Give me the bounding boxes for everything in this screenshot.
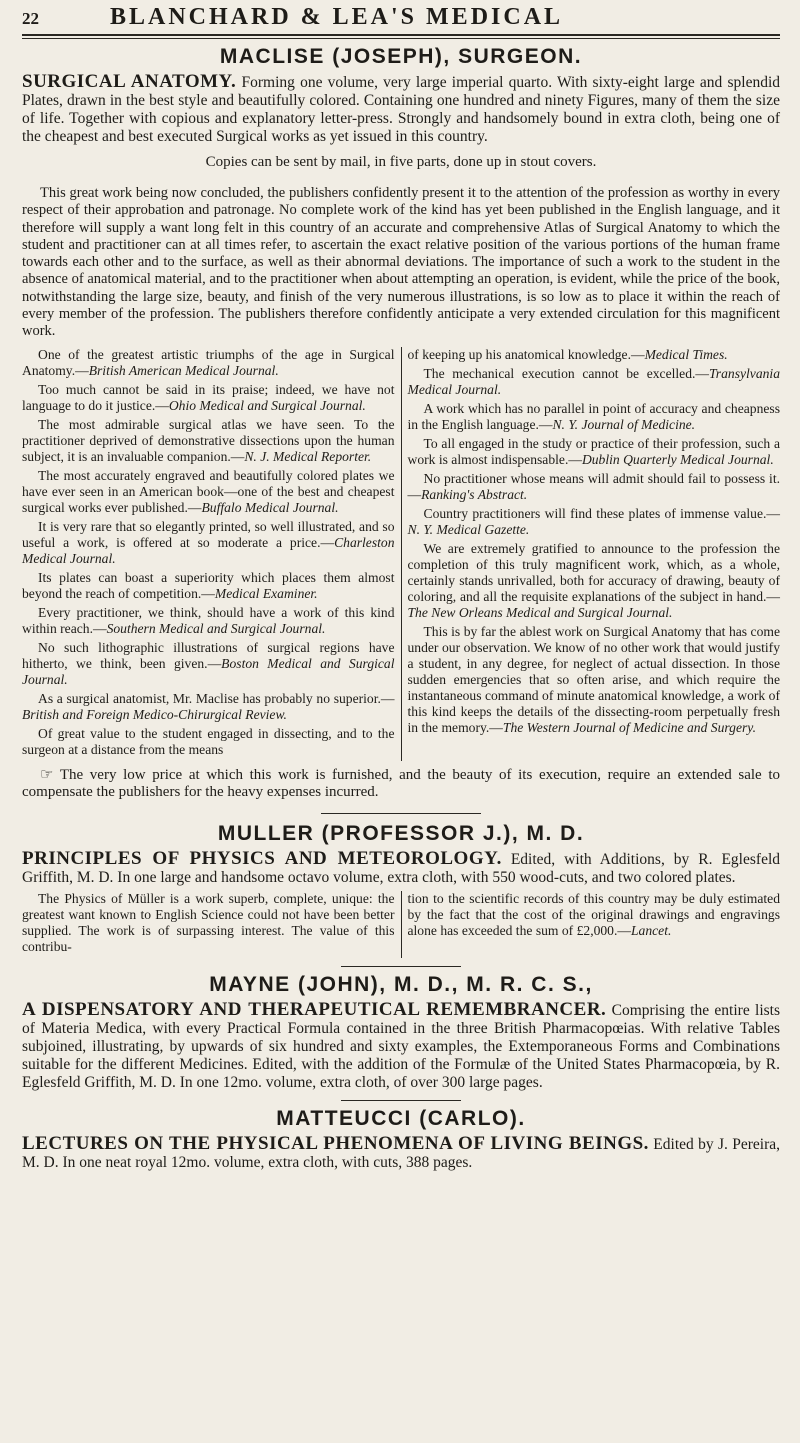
review-quote: The mechanical execution cannot be excelled.—Transylvania Medical Journal.	[407, 365, 780, 397]
price-note-text: The very low price at which this work is furnished, and the beauty of its execution, require an extended sale to compensate the publishers for the heavy expenses incurred.	[22, 766, 780, 800]
muller-title	[22, 847, 780, 887]
review-quote: The most admirable surgical atlas we have seen. To the practitioner deprived of demonstrative dissections upon the human subject, it is an invaluable companion.—N. J. Medical Reporter.	[22, 416, 395, 464]
review-quote: The most accurately engraved and beautifully colored plates we have ever seen in an American book—one of the best and cheapest surgical works ever published.—Buffalo Medical Journal.	[22, 467, 395, 515]
muller-author: MULLER (PROFESSOR J.), M. D.	[217, 821, 585, 845]
review-quote: No such lithographic illustrations of surgical regions have hitherto, we think, been given.—Boston Medical and Surgical Journal.	[22, 639, 395, 687]
review-quote: No practitioner whose means will admit should fail to possess it.—Ranking's Abstract.	[407, 470, 780, 502]
review-quote: As a surgical anatomist, Mr. Maclise has probably no superior.—British and Foreign Medico-Chirurgical Review.	[22, 690, 395, 722]
matteucci-author: MATTEUCCI (CARLO).	[276, 1106, 526, 1130]
muller-title-rest: Edited, with Additions, by R. Eglesfeld Griffith, M. D. In one large and handsome octavo volume, extra cloth, with 550 wood-cuts, and two colored plates.	[22, 850, 780, 886]
mayne-title-lead: A DISPENSATORY AND THERAPEUTICAL REMEMBRANCER.	[22, 998, 607, 1020]
muller-review-left	[22, 891, 402, 958]
maclise-reviews	[22, 347, 780, 761]
section-divider	[341, 966, 461, 967]
maclise-copies-note: Copies can be sent by mail, in five parts, done up in stout covers.	[205, 154, 597, 170]
maclise-price-note	[22, 767, 780, 801]
mayne-author: MAYNE (JOHN), M. D., M. R. C. S.,	[209, 972, 593, 996]
running-head: BLANCHARD & LEA'S MEDICAL	[110, 4, 564, 30]
header-rule	[22, 34, 780, 39]
review-quote: Too much cannot be said in its praise; indeed, we have not language to do it justice.—Ohio Medical and Surgical Journal.	[22, 381, 395, 413]
review-quote: of keeping up his anatomical knowledge.—Medical Times.	[407, 346, 728, 362]
reviews-left-column	[22, 347, 402, 761]
review-quote: We are extremely gratified to announce to the profession the completion of this truly magnificent work, which, as a whole, certainly stands unrivalled, both for accuracy of drawing, beauty of coloring, and all the requisite explanations of the subject in hand.—The New Orleans Medical and Surgical Journal.	[407, 540, 780, 620]
maclise-author: MACLISE (JOSEPH), SURGEON.	[219, 45, 583, 68]
maclise-title	[22, 73, 780, 146]
review-quote: Country practitioners will find these plates of immense value.—N. Y. Medical Gazette.	[407, 505, 780, 537]
review-quote: The Physics of Müller is a work superb, complete, unique: the greatest want known to English Science could not have been better supplied. The work is of surpassing interest. The value of this contribu-	[22, 890, 395, 954]
section-divider	[321, 813, 481, 814]
reviews-right-column	[402, 347, 781, 761]
section-divider	[341, 1100, 461, 1101]
review-quote: To all engaged in the study or practice of their profession, such a work is almost indispensable.—Dublin Quarterly Medical Journal.	[407, 435, 780, 467]
maclise-intro: This great work being now concluded, the publishers confidently present it to the attention of the profession as worthy in every respect of their approbation and patronage. No complete work of the kind has yet been published in the English language, and it therefore will supply a want long felt in this country of an accurate and comprehensive Atlas of Surgical Anatomy to which the student and practitioner can at all times refer, to ascertain the exact relative position of the various portions of the human frame towards each other and to the surface, as well as their abnormal deviations. The importance of such a work to the student in the absence of anatomical material, and to the practitioner when about attempting an operation, is evident, while the price of the book, notwithstanding the large size, beauty, and finish of the very numerous illustrations, is so low as to place it within the reach of every member of the profession. The publishers therefore confidently anticipate a very extended circulation for this magnificent work.	[22, 185, 780, 340]
muller-review	[22, 891, 780, 958]
review-quote: Of great value to the student engaged in dissecting, and to the surgeon at a distance from the means	[22, 725, 395, 757]
muller-entry	[22, 822, 780, 958]
review-quote: This is by far the ablest work on Surgical Anatomy that has come under our observation. We know of no other work that would justify a student, in any degree, for neglect of actual dissection. In those sudden emergencies that so often arise, and which require the instantaneous command of minute anatomical knowledge, a work of this kind keeps the details of the dissecting-room perpetually fresh in the memory.—The Western Journal of Medicine and Surgery.	[407, 623, 780, 735]
maclise-entry	[22, 45, 780, 801]
mayne-title-rest: Comprising the entire lists of Materia Medica, with every Practical Formula contained in the three British Pharmacopœias. With relative Tables subjoined, illustrating, by upwards of six hundred and sixty examples, the Extemporaneous Forms and Combinations suitable for the different Medicines. Edited, with the addition of the Formulæ of the United States Pharmacopœia, by R. Eglesfeld Griffith, M. D. In one 12mo. volume, extra cloth, of over 300 large pages.	[22, 1001, 781, 1091]
review-quote: It is very rare that so elegantly printed, so well illustrated, and so useful a work, is offered at so moderate a price.—Charleston Medical Journal.	[22, 518, 395, 566]
review-quote: Its plates can boast a superiority which places them almost beyond the reach of competition.—Medical Examiner.	[22, 569, 395, 601]
matteucci-entry	[22, 1107, 780, 1172]
matteucci-title-lead: LECTURES ON THE PHYSICAL PHENOMENA OF LIVING BEINGS.	[22, 1132, 649, 1154]
mayne-title	[22, 998, 781, 1092]
maclise-title-rest: Forming one volume, very large imperial quarto. With sixty-eight large and splendid Plates, drawn in the best style and beautifully colored. Containing one hundred and ninety Figures, many of them the size of life. Together with copious and explanatory letter-press. Strongly and handsomely bound in extra cloth, being one of the cheapest and best executed Surgical works as yet issued in this country.	[22, 74, 780, 145]
page-number: 22	[22, 9, 39, 28]
mayne-entry	[22, 973, 780, 1092]
muller-review-right	[402, 891, 781, 958]
review-quote: Every practitioner, we think, should have a work of this kind within reach.—Southern Medical and Surgical Journal.	[22, 604, 395, 636]
matteucci-title	[22, 1132, 780, 1172]
pointing-hand-icon: ☞	[40, 766, 54, 783]
matteucci-title-rest: Edited by J. Pereira, M. D. In one neat royal 12mo. volume, extra cloth, with cuts, 388 pages.	[22, 1135, 780, 1171]
page-header	[22, 0, 780, 32]
muller-title-lead: PRINCIPLES OF PHYSICS AND METEOROLOGY.	[22, 847, 502, 869]
review-quote: tion to the scientific records of this country may be duly estimated by the fact that the cost of the original drawings and engravings alone has exceeded the sum of £2,000.—Lancet.	[407, 890, 780, 938]
maclise-title-lead: SURGICAL ANATOMY.	[22, 71, 237, 92]
review-quote: A work which has no parallel in point of accuracy and cheapness in the English language.—N. Y. Journal of Medicine.	[407, 400, 780, 432]
review-quote: One of the greatest artistic triumphs of the age in Surgical Anatomy.—British American Medical Journal.	[22, 346, 395, 378]
